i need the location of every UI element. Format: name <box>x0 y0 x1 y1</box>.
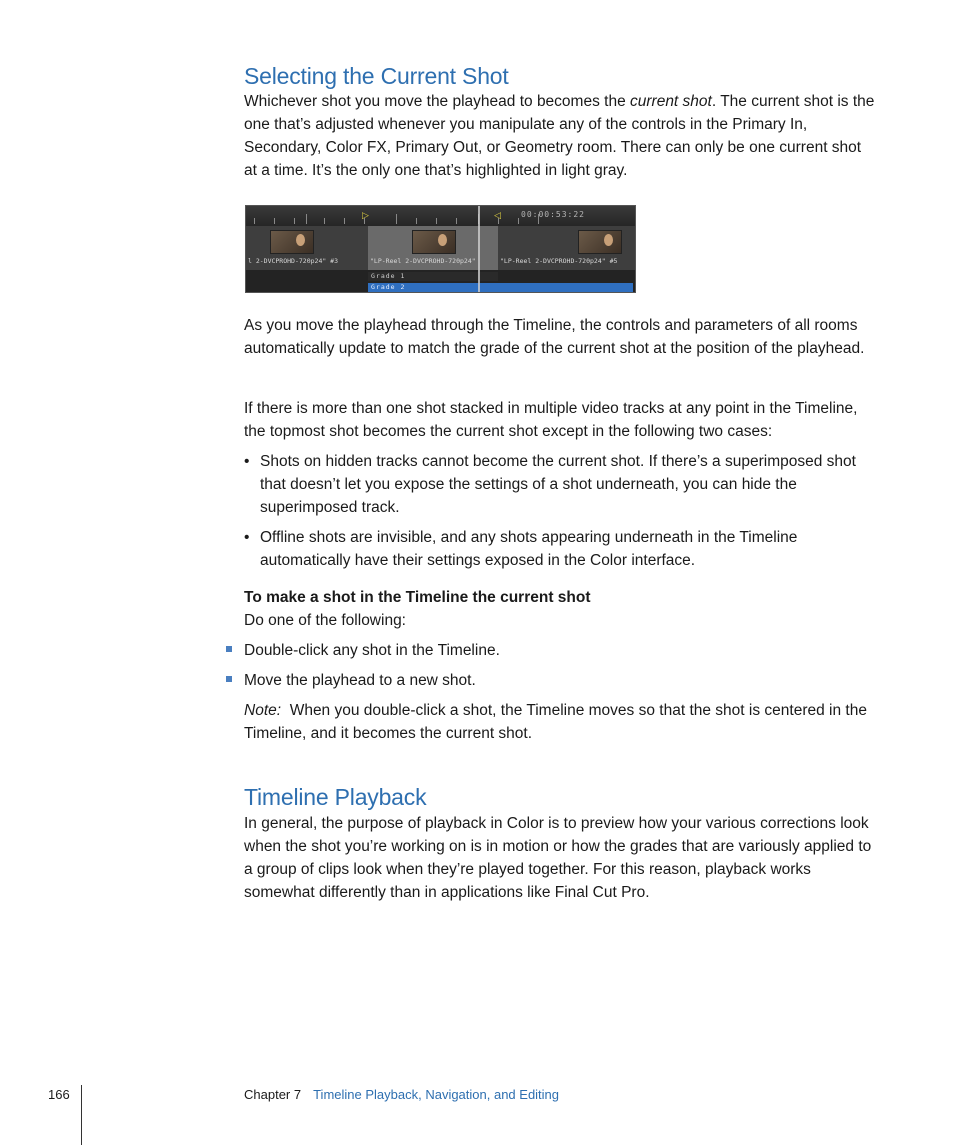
playhead[interactable] <box>478 206 480 293</box>
bullet-mark: • <box>244 453 250 470</box>
grade-bar[interactable]: Grade 1 <box>368 272 498 281</box>
step-item: Move the playhead to a new shot. <box>244 672 476 689</box>
section-heading-current-shot: Selecting the Current Shot <box>244 63 509 89</box>
list-item <box>244 526 876 572</box>
intro-text-a: Whichever shot you move the playhead to becomes the <box>244 93 630 110</box>
intro-text-b: . The current shot is the one that’s adjusted whenever you manipulate any of the controls in the Primary In, Secondary, Color FX, Primary Out, or Geometry room. There can only be one current shot at a time. It’s the only one that’s highlighted in light gray. <box>244 93 875 179</box>
clip-label: "LP-Reel 2-DVCPROHD-720p24" <box>370 257 476 265</box>
task-heading: To make a shot in the Timeline the current shot <box>244 589 591 606</box>
step-bullet-icon <box>226 676 232 682</box>
task-intro: Do one of the following: <box>244 612 406 629</box>
clip-label: "LP-Reel 2-DVCPROHD-720p24" #5 <box>500 257 618 265</box>
video-track <box>246 226 635 270</box>
list-item-text: Shots on hidden tracks cannot become the current shot. If there’s a superimposed shot that doesn’t let you expose the settings of a shot underneath, you can hide the superimposed track. <box>260 453 856 516</box>
page-number: 166 <box>48 1087 70 1102</box>
clip-thumbnail <box>412 230 456 254</box>
note-label: Note: <box>244 702 282 719</box>
clip-label: l 2-DVCPROHD-720p24" #3 <box>248 257 339 265</box>
timeline-clip[interactable] <box>498 226 636 270</box>
list-item <box>244 450 876 520</box>
section-heading-timeline-playback: Timeline Playback <box>244 784 427 810</box>
list-item-text: Offline shots are invisible, and any shots appearing underneath in the Timeline automatically have their settings exposed in the Color interface. <box>260 529 798 569</box>
chapter-label: Chapter 7 <box>244 1087 302 1102</box>
timeline-clip[interactable] <box>246 226 369 270</box>
clip-thumbnail <box>270 230 314 254</box>
clip-thumbnail <box>578 230 622 254</box>
timeline-ruler <box>246 206 635 227</box>
out-marker-icon: ◁ <box>494 210 501 220</box>
grade-track <box>246 270 635 293</box>
paragraph-stacked-shots: If there is more than one shot stacked in multiple video tracks at any point in the Timeline, the topmost shot becomes the current shot except in the following two cases: <box>244 400 858 440</box>
footer-divider <box>81 1085 82 1145</box>
intro-paragraph <box>244 90 876 182</box>
step-item: Double-click any shot in the Timeline. <box>244 642 500 659</box>
timeline-screenshot <box>245 205 636 293</box>
grade-bar[interactable]: Grade 2 <box>368 283 633 292</box>
note-paragraph <box>244 699 876 745</box>
intro-emphasis: current shot <box>630 93 712 110</box>
chapter-footer <box>244 1087 559 1103</box>
step-bullet-icon <box>226 646 232 652</box>
note-text: When you double-click a shot, the Timeline moves so that the shot is centered in the Timeline, and it becomes the current shot. <box>244 702 867 742</box>
in-marker-icon: ▷ <box>362 210 369 220</box>
bullet-mark: • <box>244 529 250 546</box>
playback-paragraph: In general, the purpose of playback in Color is to preview how your various corrections look when the shot you’re working on is in motion or how the grades that are variously applied to a group of clips look when they’re played together. For this reason, playback works somewhat differently than in applications like Final Cut Pro. <box>244 815 872 901</box>
chapter-title: Timeline Playback, Navigation, and Editing <box>313 1087 560 1102</box>
paragraph-playhead: As you move the playhead through the Timeline, the controls and parameters of all rooms automatically update to match the grade of the current shot at the position of the playhead. <box>244 317 865 357</box>
timecode-readout: 00:00:53:22 <box>521 210 585 219</box>
